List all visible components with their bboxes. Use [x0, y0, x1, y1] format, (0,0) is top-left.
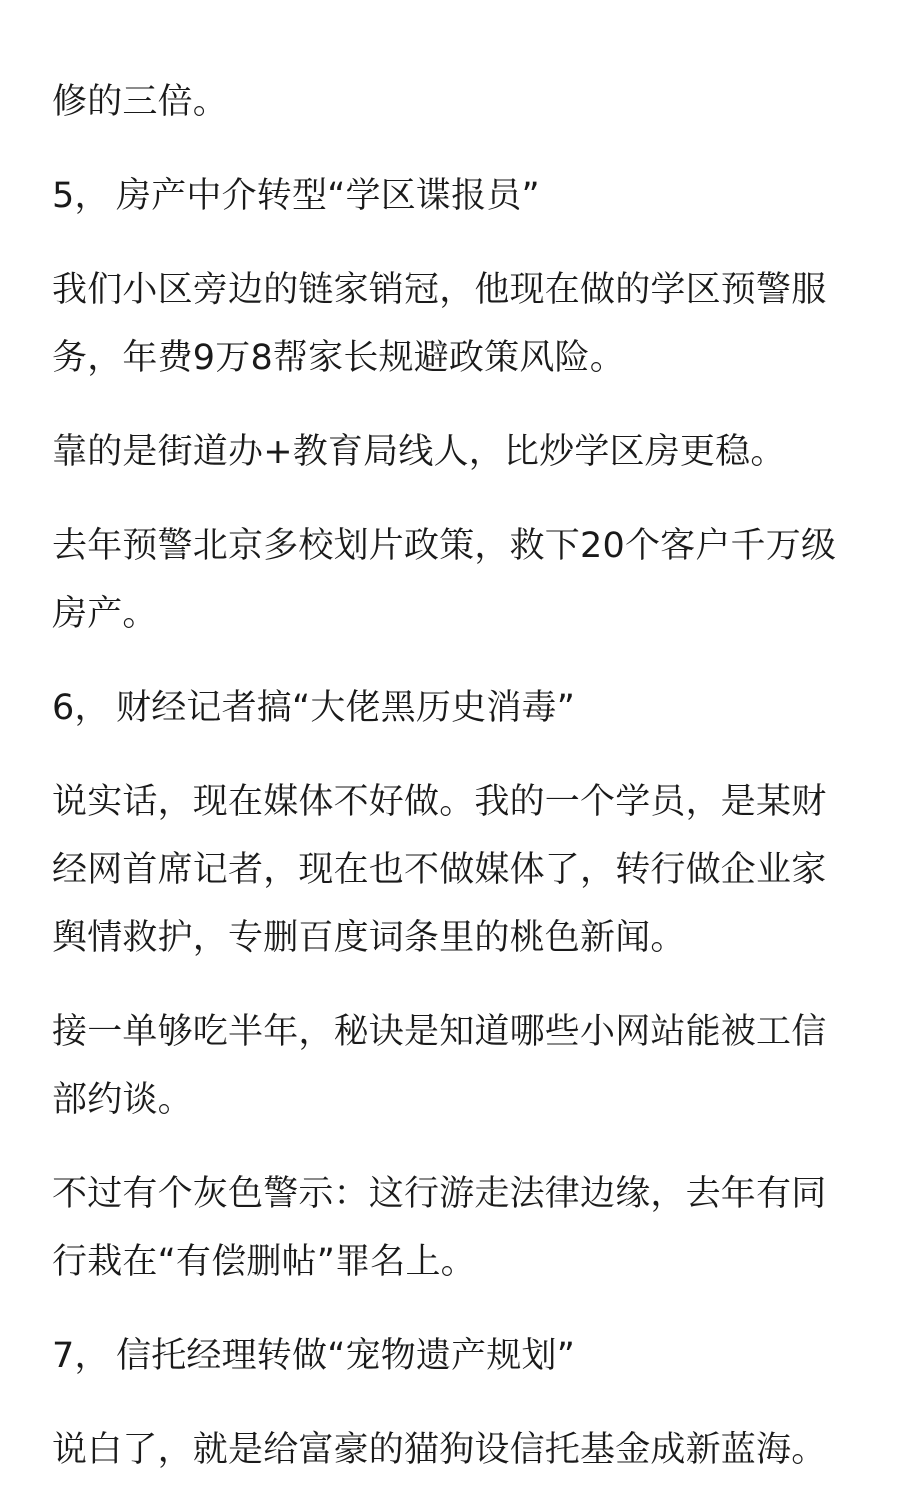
section-title: 财经记者搞“大佬黑历史消毒”	[116, 688, 576, 728]
paragraph: 去年预警北京多校划片政策，救下20个客户千万级房产。	[52, 526, 837, 634]
section-heading-6	[52, 674, 852, 742]
section-number: 5，	[52, 176, 110, 216]
section-number: 7，	[52, 1336, 110, 1376]
paragraph: 不过有个灰色警示：这行游走法律边缘，去年有同行栽在“有偿删帖”罪名上。	[52, 1174, 827, 1282]
paragraph: 靠的是街道办+教育局线人，比炒学区房更稳。	[52, 432, 786, 472]
paragraph: 我们小区旁边的链家销冠，他现在做的学区预警服务，年费9万8帮家长规避政策风险。	[52, 270, 827, 378]
section-number: 6，	[52, 688, 110, 728]
paragraph-intro-end: 修的三倍。	[52, 82, 229, 122]
section-title: 信托经理转做“宠物遗产规划”	[116, 1336, 576, 1376]
paragraph: 接一单够吃半年，秘诀是知道哪些小网站能被工信部约谈。	[52, 1012, 827, 1120]
section-heading-7	[52, 1322, 852, 1390]
paragraph: 说白了，就是给富豪的猫狗设信托基金成新蓝海。	[52, 1430, 827, 1470]
section-heading-5	[52, 162, 852, 230]
section-title: 房产中介转型“学区谍报员”	[116, 176, 540, 216]
paragraph: 说实话，现在媒体不好做。我的一个学员，是某财经网首席记者，现在也不做媒体了，转行做企业家舆情救护，专删百度词条里的桃色新闻。	[52, 782, 827, 958]
